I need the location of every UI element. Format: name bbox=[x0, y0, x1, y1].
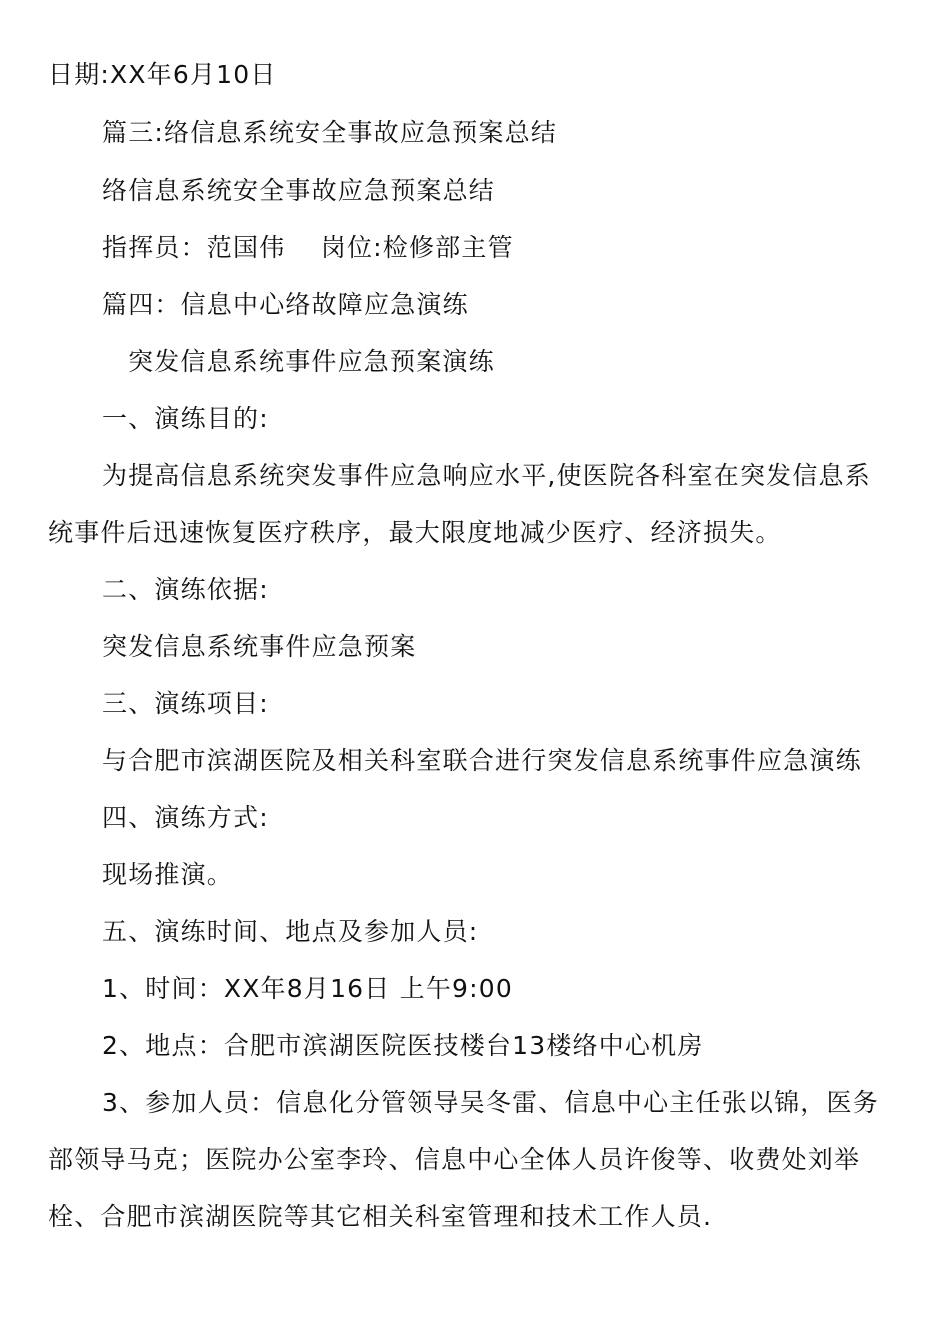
section2-body: 突发信息系统事件应急预案 bbox=[102, 632, 417, 661]
item-participants-line3: 栓、合肥市滨湖医院等其它相关科室管理和技术工作人员. bbox=[48, 1202, 713, 1231]
section4-body: 现场推演。 bbox=[102, 860, 234, 889]
section2-heading: 二、演练依据: bbox=[102, 575, 269, 604]
item-location: 2、地点：合肥市滨湖医院医技楼台13楼络中心机房 bbox=[102, 1031, 704, 1060]
section5-heading: 五、演练时间、地点及参加人员: bbox=[102, 917, 479, 946]
part3-title: 篇三:络信息系统安全事故应急预案总结 bbox=[102, 118, 558, 147]
item-participants-line1: 3、参加人员：信息化分管领导吴冬雷、信息中心主任张以锦，医务 bbox=[102, 1088, 879, 1117]
section4-heading: 四、演练方式: bbox=[102, 803, 269, 832]
drill-title: 突发信息系统事件应急预案演练 bbox=[128, 347, 495, 376]
part3-subtitle: 络信息系统安全事故应急预案总结 bbox=[102, 176, 496, 205]
section3-heading: 三、演练项目: bbox=[102, 689, 269, 718]
section1-heading: 一、演练目的: bbox=[102, 404, 269, 433]
item-time: 1、时间：XX年8月16日 上午9:00 bbox=[102, 974, 513, 1003]
item-participants-line2: 部领导马克；医院办公室李玲、信息中心全体人员许俊等、收费处刘举 bbox=[48, 1145, 861, 1174]
section1-body-line2: 统事件后迅速恢复医疗秩序，最大限度地减少医疗、经济损失。 bbox=[48, 518, 782, 547]
date-line: 日期:XX年6月10日 bbox=[48, 60, 277, 89]
section1-body-line1: 为提高信息系统突发事件应急响应水平,使医院各科室在突发信息系 bbox=[102, 461, 871, 490]
commander-line: 指挥员：范国伟 岗位:检修部主管 bbox=[102, 233, 514, 262]
part4-title: 篇四：信息中心络故障应急演练 bbox=[102, 290, 469, 319]
section3-body: 与合肥市滨湖医院及相关科室联合进行突发信息系统事件应急演练 bbox=[102, 746, 862, 775]
